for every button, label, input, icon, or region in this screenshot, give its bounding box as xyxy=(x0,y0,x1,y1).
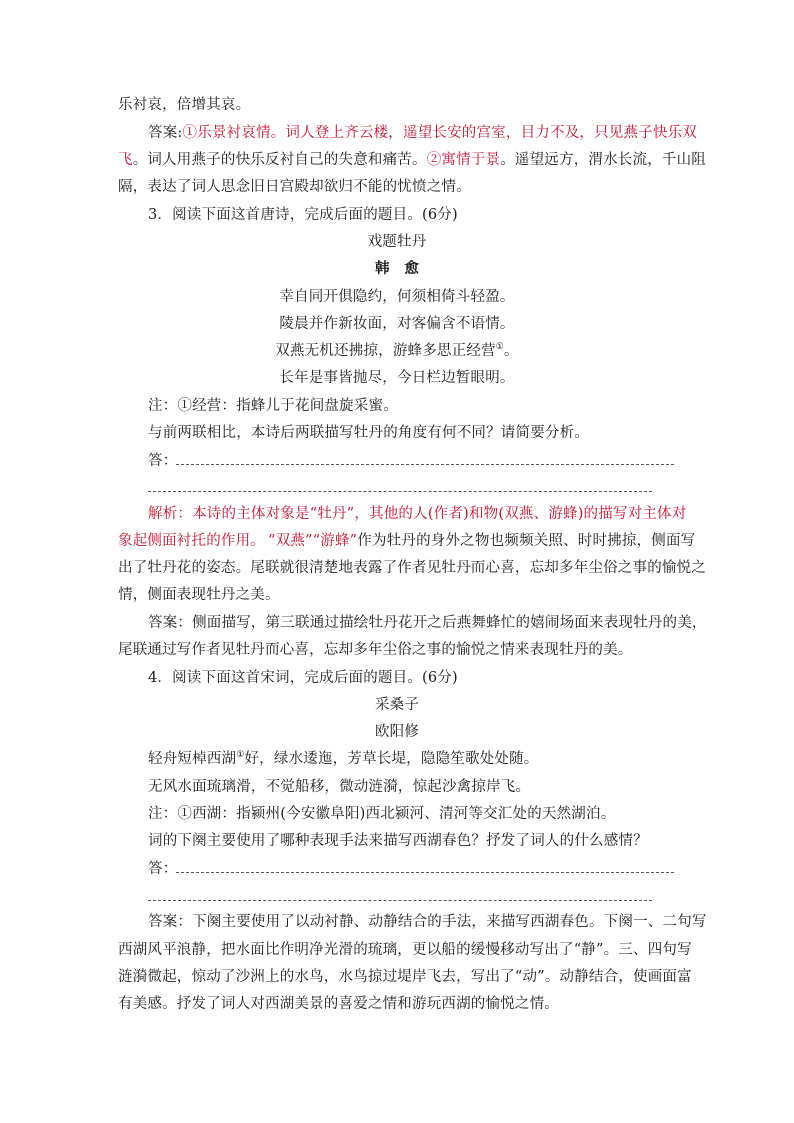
poem-3-line: 长年是事皆抛尽，今日栏边暂眼明。 xyxy=(279,370,515,386)
poem-4-title: 采桑子 xyxy=(374,697,420,713)
note-3: 注：①经营：指蜂儿于花间盘旋采蜜。 xyxy=(148,398,398,414)
answer-label: 答案: xyxy=(148,125,183,141)
analysis-line-1: 解析：本诗的主体对象是“牡丹”，其他的人(作者)和物(双燕、游蜂)的描写对主体对 xyxy=(148,506,687,522)
poem-3-author: 韩 愈 xyxy=(374,260,420,277)
answer-blank-label: 答： xyxy=(148,453,178,469)
ask-4: 词的下阕主要使用了哪种表现手法来描写西湖春色？抒发了词人的什么感情？ xyxy=(148,833,648,849)
analysis-line-2: 象起侧面衬托的作用。 xyxy=(118,533,265,549)
question-4: 4．阅读下面这首宋词，完成后面的题目。(6分) xyxy=(148,670,458,686)
analysis-line-2b: “双燕”“游蜂”作为牡丹的身外之物也频频关照、时时拂掠，侧面写 xyxy=(268,533,696,549)
poem-4-line: 无风水面琉璃滑，不觉船移，微动涟漪，惊起沙禽掠岸飞。 xyxy=(148,779,531,795)
answer-1-line-3: 隔，表达了词人思念旧日宫殿却欲归不能的忧愤之情。 xyxy=(118,179,471,195)
answer-blank-line xyxy=(148,900,652,901)
answer-blank-line xyxy=(176,872,674,873)
poem-3-line: 陵晨并作新妆面，对客偏含不语情。 xyxy=(279,316,515,332)
poem-4-author: 欧阳修 xyxy=(374,724,420,740)
answer-4-line-2: 西湖风平浪静，把水面比作明净光滑的琉璃，更以船的缓慢移动写出了“静”。三、四句写 xyxy=(118,942,692,958)
footnote-marker: ① xyxy=(236,750,245,761)
ask-3: 与前两联相比，本诗后两联描写牡丹的角度有何不同？请简要分析。 xyxy=(148,425,589,441)
answer-blank-label: 答： xyxy=(148,861,178,877)
answer-3-line-1: 答案：侧面描写，第三联通过描绘牡丹花开之后燕舞蜂忙的嬉闹场面来表现牡丹的美， xyxy=(148,615,707,631)
poem-3-line: 幸自同开俱隐约，何须相倚斗轻盈。 xyxy=(279,289,515,305)
answer-3-line-2: 尾联通过写作者见牡丹而心喜，忘却多年尘俗之事的愉悦之情来表现牡丹的美。 xyxy=(118,642,633,658)
poem-4-line: 轻舟短棹西湖①好，绿水逶迤，芳草长堤，隐隐笙歌处处随。 xyxy=(148,750,539,767)
answer-blank-line xyxy=(176,464,674,465)
poem-3-line: 双燕无机还拂掠，游蜂多思正经营①。 xyxy=(275,342,519,359)
footnote-marker: ① xyxy=(495,342,505,353)
answer-1-line-2: 飞。词人用燕子的快乐反衬自己的失意和痛苦。②寓情于景。遥望远方，渭水长流，千山阻 xyxy=(118,152,707,168)
question-3: 3．阅读下面这首唐诗，完成后面的题目。(6分) xyxy=(148,207,458,223)
note-4: 注：①西湖：指颍州(今安徽阜阳)西北颍河、清河等交汇处的天然湖泊。 xyxy=(148,806,616,822)
analysis-line-3: 出了牡丹花的姿态。尾联就很清楚地表露了作者见牡丹而心喜，忘却多年尘俗之事的愉悦之 xyxy=(118,560,706,576)
text-line: 乐衬哀，倍增其哀。 xyxy=(118,97,251,113)
answer-4-line-4: 有美感。抒发了词人对西湖美景的喜爱之情和游玩西湖的愉悦之情。 xyxy=(118,996,559,1012)
answer-4-line-1: 答案：下阕主要使用了以动衬静、动静结合的手法，来描写西湖春色。下阕一、二句写 xyxy=(148,914,707,930)
answer-4-line-3: 涟漪微起，惊动了沙洲上的水鸟，水鸟掠过堤岸飞去，写出了“动”。动静结合，使画面富 xyxy=(118,969,692,985)
answer-blank-line xyxy=(148,491,652,492)
answer-1-line-1 xyxy=(148,124,697,142)
answer-highlight: ①乐景衬哀情。词人登上齐云楼，遥望长安的宫室，目力不及，只见燕子快乐双 xyxy=(182,125,697,141)
analysis-line-4: 情，侧面表现牡丹之美。 xyxy=(118,587,280,603)
poem-3-title: 戏题牡丹 xyxy=(367,234,427,250)
